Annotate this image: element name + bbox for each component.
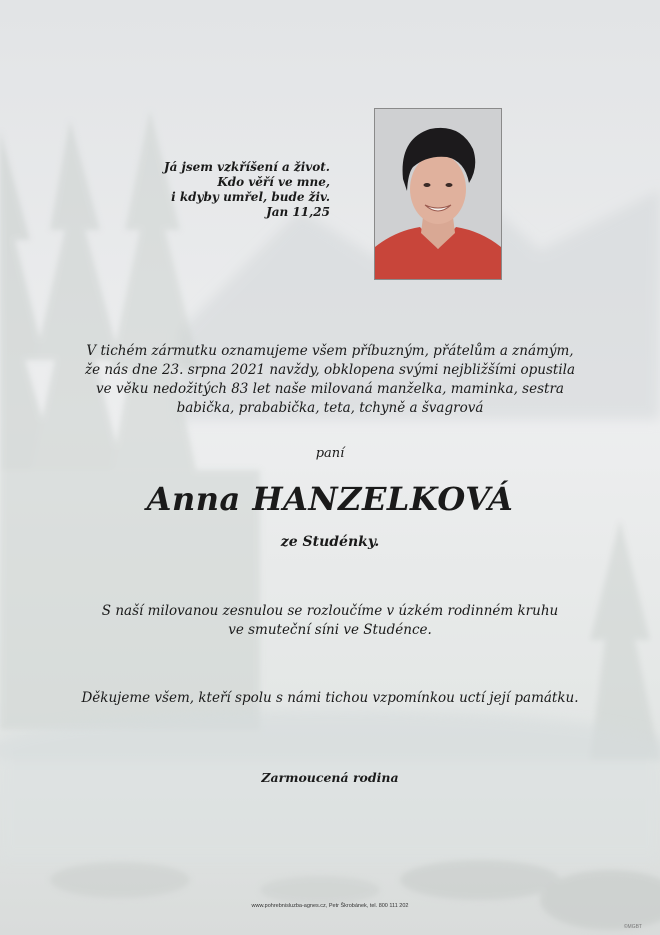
bible-verse — [150, 160, 330, 220]
farewell-text — [60, 602, 600, 640]
announcement-line-1: V tichém zármutku oznamujeme všem příbuzným, přátelům a známým, — [86, 343, 574, 359]
thanks-text: Děkujeme všem, kteří spolu s námi tichou vzpomínkou uctí její památku. — [81, 690, 579, 706]
watermark: ©MGBT — [623, 924, 642, 930]
title-word: paní — [315, 446, 345, 461]
verse-line-3: i kdyby umřel, bude živ. — [171, 190, 330, 204]
verse-line-2: Kdo věří ve mne, — [217, 175, 330, 189]
verse-line-1: Já jsem vzkříšení a život. — [163, 160, 330, 174]
deceased-origin: ze Studénky. — [280, 534, 380, 550]
lake — [0, 710, 660, 860]
farewell-line-2: ve smuteční síni ve Studénce. — [228, 622, 432, 638]
verse-reference: Jan 11,25 — [266, 205, 330, 219]
footer-contact: www.pohrebnisluzba-agnes.cz, Petr Škrobánek, tel. 800 111 202 — [251, 903, 409, 909]
deceased-name — [0, 480, 660, 518]
first-name: Anna — [146, 480, 241, 518]
announcement-line-4: babička, prababička, teta, tchyně a švagrová — [176, 400, 484, 416]
announcement-line-3: ve věku nedožitých 83 let naše milovaná manželka, maminka, sestra — [96, 381, 564, 397]
signature: Zarmoucená rodina — [261, 770, 399, 785]
announcement-line-2: že nás dne 23. srpna 2021 navždy, obklopena svými nejbližšími opustila — [84, 362, 576, 378]
surname: HANZELKOVÁ — [252, 480, 514, 518]
portrait-photo — [374, 108, 502, 280]
announcement-text — [60, 342, 600, 418]
farewell-line-1: S naší milovanou zesnulou se rozloučíme v úzkém rodinném kruhu — [101, 603, 559, 619]
